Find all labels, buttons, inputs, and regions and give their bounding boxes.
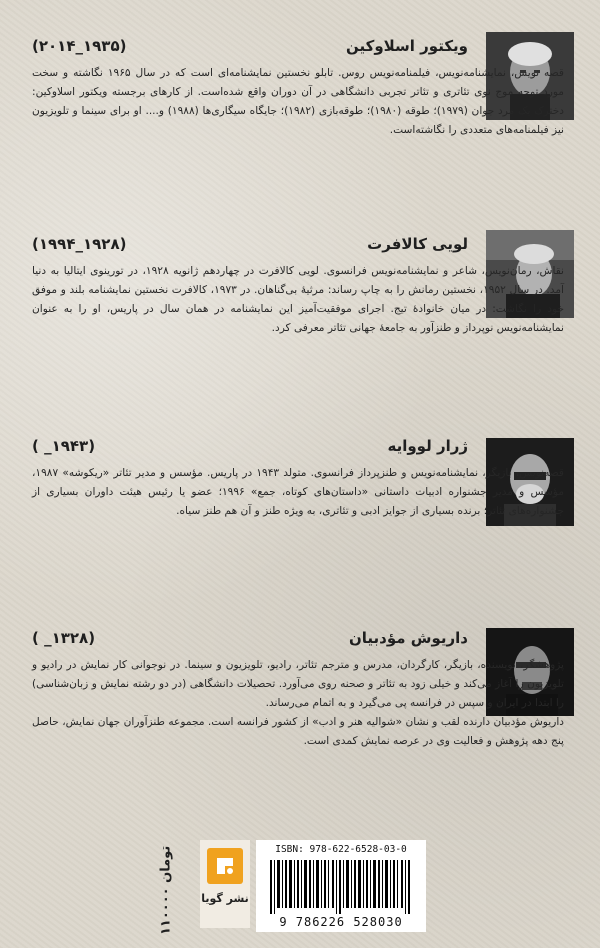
- author-dates: (۱۹۴۳_ ): [32, 437, 96, 455]
- author-dates: (۱۹۳۵_۲۰۱۴): [32, 37, 127, 55]
- author-bio: [32, 656, 564, 751]
- author-name: ژرار لووایه: [387, 437, 468, 455]
- author-bio: [32, 262, 564, 338]
- bio-paragraph: نقاش، رمان‌نویس، شاعر و نمایشنامه‌نویس فرانسوی. لویی کالافرت در چهاردهم ژانویه ۱۹۲۸، در تورینوی ایتالیا به دنیا آمد. در سال ۱۹۵۲، نخستین رمانش را به چاپ رساند: مرثیهٔ بی‌گناهان. در ۱۹۷۳، کالافرت نخستین نمایشنامه بلند و موفق خود را نگاشت: در میان خانوادهٔ تیج. اجرای موفقیت‌آمیز این نمایشنامه در همان سال در پاریس، او را به عنوان نمایشنامه‌نویس نوپرداز و طنزآور به جامعهٔ جهانی تئاتر معرفی کرد.: [32, 265, 564, 334]
- bio-paragraph: قصه‌نویس، بازیگر، نمایشنامه‌نویس و طنزپرداز فرانسوی. متولد ۱۹۴۳ در پاریس. مؤسس و مدیر تئاتر «ریکوشه» ۱۹۸۷، مؤسس و مدیر جشنواره ادبیات داستانی «داستان‌های کوتاه، جمع» ۱۹۹۶؛ عضو یا رئیس هیئت داوران بسیاری از جشنواره‌های تئاتر؛ برنده بسیاری از جوایز ادبی و تئاتری، به ویژه طنز و آن هم طنز سیاه.: [32, 467, 564, 517]
- barcode-number: 9 786226 528030: [279, 915, 403, 929]
- author-section-calaferte: [0, 228, 600, 388]
- author-name: لویی کالافرت: [367, 235, 468, 253]
- bio-paragraph: داریوش مؤدبیان دارنده لقب و نشان «شوالیه هنر و ادب» از کشور فرانسه است. مجموعه طنزآوران جهان نمایش، حاصل پنج دهه پژوهش و فعالیت وی در عرصه نمایش کمدی است.: [32, 716, 564, 747]
- author-dates: (۱۳۲۸_ ): [32, 629, 96, 647]
- barcode-block: [256, 840, 426, 932]
- author-name: ویکتور اسلاوکین: [345, 37, 468, 55]
- barcode-icon: [270, 860, 412, 914]
- publisher-logo: [200, 840, 250, 928]
- price-label: ۱۱۰۰۰۰ تومان: [158, 845, 174, 935]
- author-bio: [32, 464, 564, 521]
- author-dates: (۱۹۲۸_۱۹۹۴): [32, 235, 127, 253]
- author-section-slavkin: [0, 30, 600, 195]
- bio-paragraph: قصه نویس، نمایشنامه‌نویس، فیلمنامه‌نویس روس. تابلو نخستین نمایشنامه‌ای است که در سال ۱۹۶۵ نگاشته و سخت مورد توجه موج نوی تئاتری و تئاتر تجربی دانشگاهی در آن دوران واقع شده‌است. از کارهای برجسته ویکتور اسلاوکین: دخترک یک مرد جوان (۱۹۷۹)؛ طوقه (۱۹۸۰)؛ طوقه‌بازی (۱۹۸۲)؛ جایگاه سیگاری‌ها (۱۹۸۸) و.... او برای سینما و تلویزیون نیز فیلمنامه‌های متعددی را نگاشته‌است.: [32, 67, 564, 136]
- bio-paragraph: پژوهشگر، نویسنده، بازیگر، کارگردان، مدرس و مترجم تئاتر، رادیو، تلویزیون و سینما. در نوجوانی کار نمایش در رادیو و تلویزیون را آغاز می‌کند و خیلی زود به تئاتر و صحنه روی می‌آورد. تحصیلات دانشگاهی (در دو رشته نمایش و زبان‌شناسی) را ابتدا در ایران و سپس در فرانسه پی می‌گیرد و به اتمام می‌رساند.: [32, 659, 564, 709]
- author-bio: [32, 64, 564, 140]
- author-section-levoyer: [0, 430, 600, 590]
- author-name: داریوش مؤدبیان: [348, 629, 468, 647]
- publisher-mark-icon: [207, 848, 243, 884]
- isbn-text: ISBN: 978-622-6528-03-0: [275, 844, 407, 855]
- publisher-name: نشر گویا: [201, 892, 249, 905]
- author-section-moadabian: [0, 622, 600, 822]
